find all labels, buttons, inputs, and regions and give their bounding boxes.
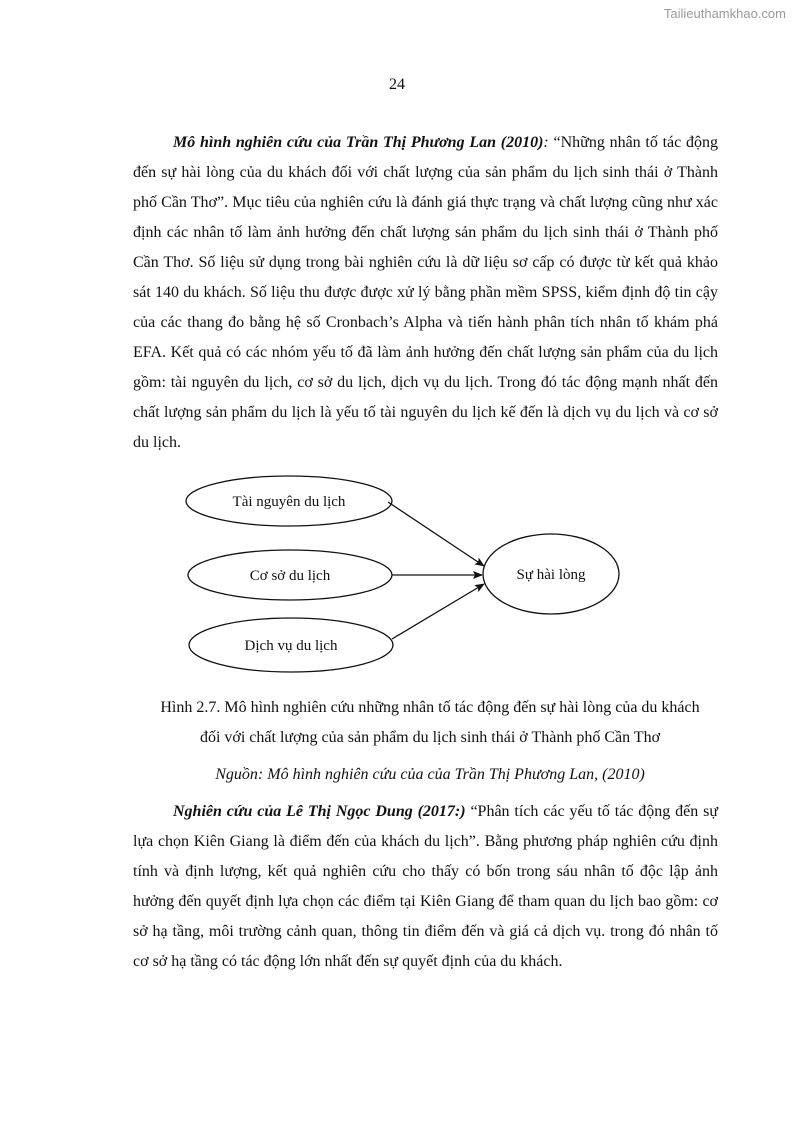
research-model-diagram [0, 470, 794, 680]
factor-node-tai-nguyen [186, 476, 392, 526]
figure-caption-line-2: đối với chất lượng của sản phẩm du lịch sinh thái ở Thành phố Cần Thơ [199, 729, 661, 746]
factor-label-co-so: Cơ sở du lịch [249, 568, 331, 584]
paragraph-body: “Phân tích các yếu tố tác động đến sự lựa chọn Kiên Giang là điểm đến của khách du lịch”. Bằng phương pháp nghiên cứu định tính và định lượng, kết quả nghiên cứu cho thấy có bốn trong sáu nhân tố độc lập ảnh hưởng đến quyết định lựa chọn các điểm tại Kiên Giang để tham quan du lịch bao gồm: cơ sở hạ tầng, môi trường cảnh quan, thông tin điểm đến và giá cả dịch vụ. trong đó nhân tố cơ sở hạ tầng có tác động lớn nhất đến sự quyết định của du khách. [133, 803, 719, 970]
watermark: Tailieuthamkhao.com [663, 6, 786, 21]
paragraph-tran-thi-phuong-lan [133, 128, 718, 458]
paragraph-heading: Nghiên cứu của Lê Thị Ngọc Dung (2017:) [173, 803, 466, 820]
arrow-dich-vu-to-outcome [392, 584, 484, 639]
paragraph-le-thi-ngoc-dung [133, 797, 718, 977]
heading-colon: : [543, 134, 549, 151]
page-number: 24 [389, 76, 405, 93]
outcome-label: Sự hài lòng [516, 567, 586, 583]
figure-source: Nguồn: Mô hình nghiên cứu của của Trần Thị Phương Lan, (2010) [215, 766, 645, 783]
factor-label-dich-vu: Dịch vụ du lịch [244, 638, 338, 654]
factor-node-dich-vu [189, 618, 393, 672]
paragraph-heading: Mô hình nghiên cứu của Trần Thị Phương Lan (2010) [173, 134, 544, 151]
factor-label-tai-nguyen: Tài nguyên du lịch [232, 494, 346, 510]
figure-caption-line-1: Hình 2.7. Mô hình nghiên cứu những nhân tố tác động đến sự hài lòng của du khách [160, 699, 700, 716]
factor-node-co-so [188, 550, 392, 600]
arrow-tai-nguyen-to-outcome [388, 502, 484, 566]
outcome-node-su-hai-long [483, 534, 619, 614]
paragraph-body: “Những nhân tố tác động đến sự hài lòng của du khách đối với chất lượng của sản phẩm du lịch sinh thái ở Thành phố Cần Thơ”. Mục tiêu của nghiên cứu là đánh giá thực trạng và chất lượng cũng như xác định các nhân tố làm ảnh hưởng đến chất lượng sản phẩm du lịch sinh thái ở Thành phố Cần Thơ. Số liệu sử dụng trong bài nghiên cứu là dữ liệu sơ cấp có được từ kết quả khảo sát 140 du khách. Số liệu thu được được xử lý bằng phần mềm SPSS, kiểm định độ tin cậy của các thang đo bằng hệ số Cronbach’s Alpha và tiến hành phân tích nhân tố khám phá EFA. Kết quả có các nhóm yếu tố đã làm ảnh hưởng đến chất lượng sản phẩm của du lịch gồm: tài nguyên du lịch, cơ sở du lịch, dịch vụ du lịch. Trong đó tác động mạnh nhất đến chất lượng sản phẩm du lịch là yếu tố tài nguyên du lịch kế đến là dịch vụ du lịch và cơ sở du lịch. [133, 134, 719, 451]
